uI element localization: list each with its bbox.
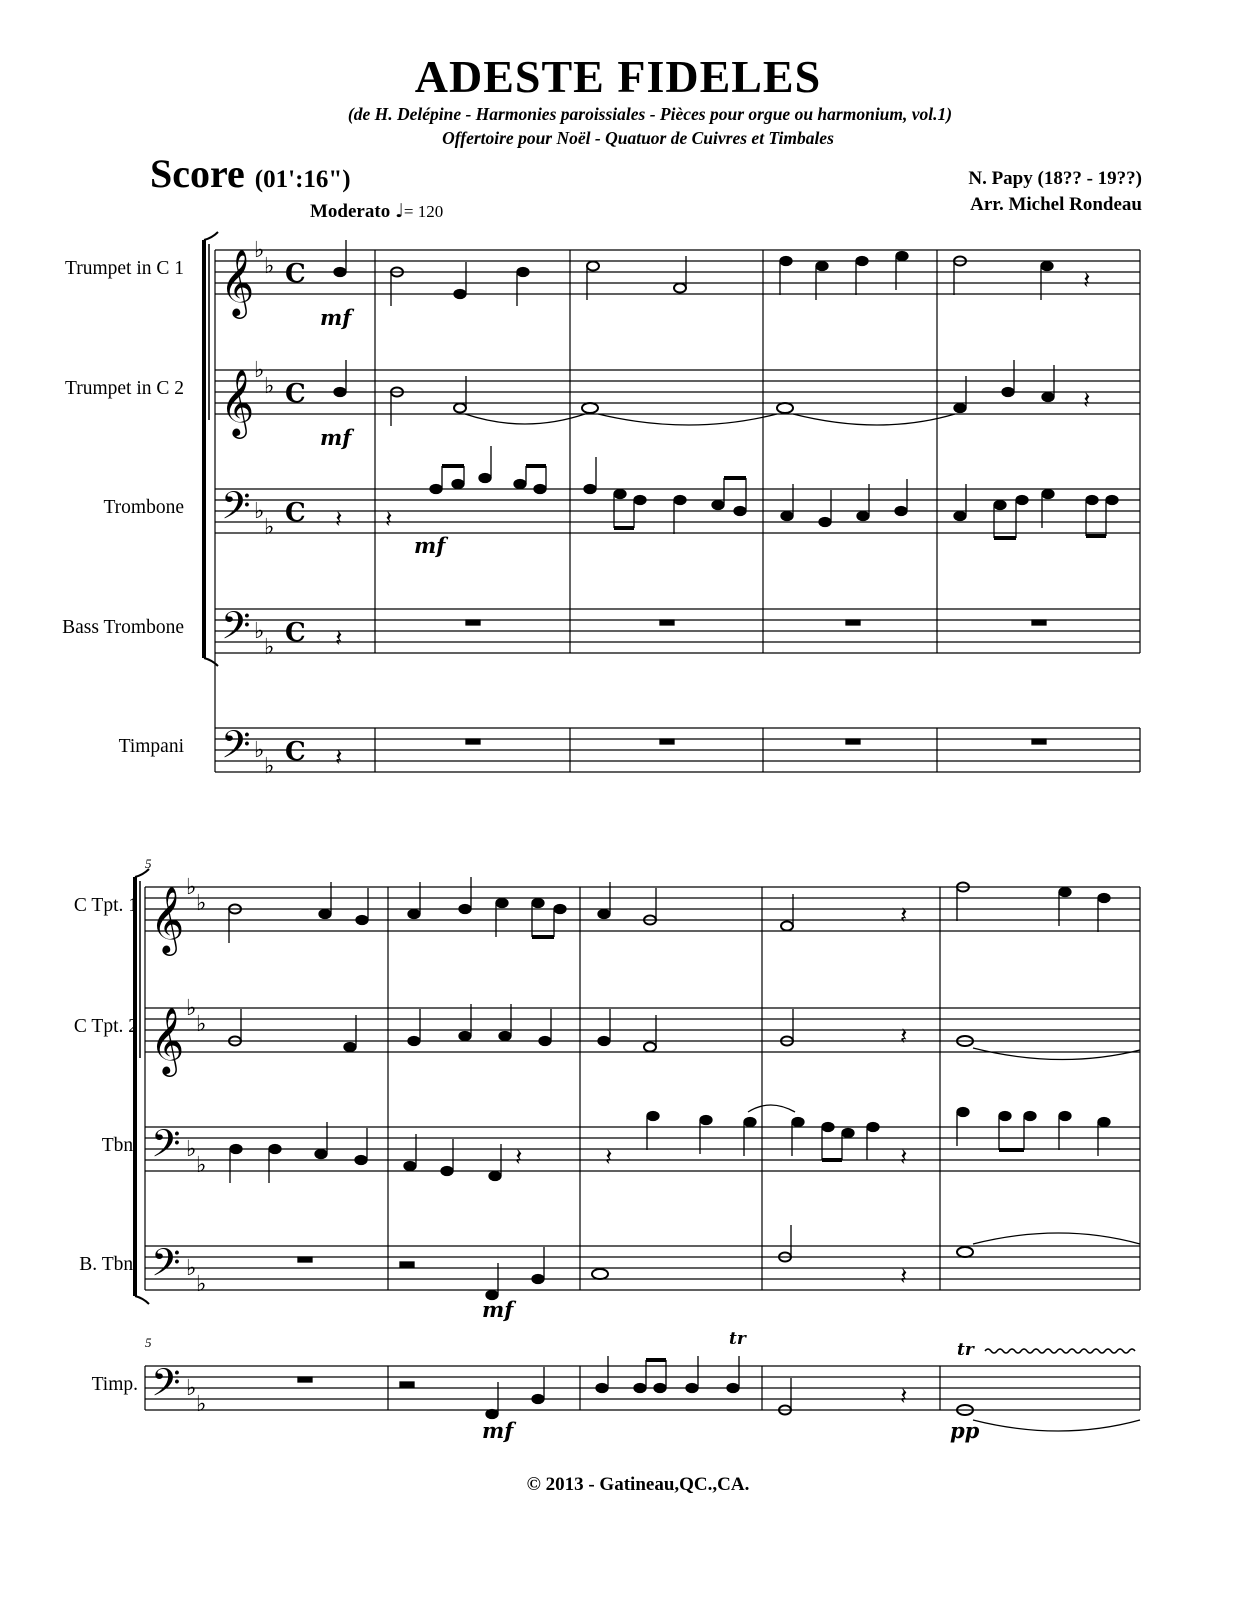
svg-text:♭: ♭: [264, 754, 275, 779]
instrument-label: Trumpet in C 2: [64, 378, 184, 399]
arranger: Arr. Michel Rondeau: [970, 194, 1142, 215]
svg-text:𝄽: 𝄽: [1083, 386, 1091, 414]
svg-text:♭: ♭: [264, 254, 275, 279]
staff-timpani: [215, 728, 1140, 772]
svg-text:♭: ♭: [196, 1153, 207, 1178]
instrument-label: Bass Trombone: [62, 617, 184, 638]
treble-clef-icon: 𝄞: [150, 885, 185, 953]
dynamic-pp: pp: [950, 1418, 980, 1443]
bass-clef-icon: 𝄢: [151, 1240, 181, 1294]
svg-text:𝄽: 𝄽: [605, 1143, 613, 1171]
staff-trumpet-2: [215, 370, 1140, 414]
svg-text:𝄽: 𝄽: [335, 624, 343, 652]
instrument-label: Trumpet in C 1: [64, 258, 184, 279]
quarter-note-icon: ♩: [394, 200, 404, 222]
bass-clef-icon: 𝄢: [221, 483, 251, 537]
quarter-rest-icon: [335, 266, 1090, 771]
measure-number: 5: [145, 856, 152, 871]
score-label: Score: [150, 151, 245, 196]
svg-text:𝄽: 𝄽: [1083, 266, 1091, 294]
svg-text:♭: ♭: [186, 1137, 197, 1162]
trill-mark: tr: [957, 1340, 974, 1360]
svg-text:♭: ♭: [254, 619, 265, 644]
svg-text:♭: ♭: [196, 1392, 207, 1417]
staff-c-tpt-1: [145, 887, 1140, 931]
measure-number: 5: [145, 1335, 152, 1350]
bass-clef-icon: 𝄢: [221, 722, 251, 776]
svg-text:𝄽: 𝄽: [385, 505, 393, 533]
tempo-bpm: = 120: [403, 202, 444, 221]
notes-system-2: [229, 877, 1140, 1431]
instrument-label: Timp.: [91, 1374, 138, 1395]
svg-text:♭: ♭: [186, 1376, 197, 1401]
svg-text:♭: ♭: [186, 875, 197, 900]
copyright-footer: © 2013 - Gatineau,QC.,CA.: [526, 1474, 750, 1495]
svg-text:𝄽: 𝄽: [515, 1143, 523, 1171]
trill-mark: tr: [729, 1329, 746, 1349]
key-signature-flats: [186, 875, 206, 1417]
treble-clef-icon: 𝄞: [220, 368, 255, 436]
staff-b-tbn: [145, 1246, 1140, 1290]
svg-text:♭: ♭: [264, 515, 275, 540]
instrument-label: Tbn.: [101, 1135, 138, 1156]
svg-text:♭: ♭: [196, 891, 207, 916]
instrument-label: Trombone: [103, 497, 184, 518]
svg-text:♭: ♭: [254, 738, 265, 763]
svg-text:♭: ♭: [264, 374, 275, 399]
staff-bass-trombone: [215, 609, 1140, 653]
dynamic-mf: mf: [482, 1418, 514, 1443]
subtitle-description: Offertoire pour Noël - Quatuor de Cuivres et Timbales: [442, 128, 834, 148]
svg-text:♭: ♭: [186, 1256, 197, 1281]
composer: N. Papy (18?? - 19??): [968, 168, 1142, 189]
svg-text:C: C: [285, 498, 306, 528]
svg-text:𝄽: 𝄽: [900, 1022, 908, 1050]
key-signature-flats: [254, 238, 274, 779]
svg-text:𝄽: 𝄽: [900, 1382, 908, 1410]
staff-trumpet-1: [215, 250, 1140, 294]
svg-text:𝄽: 𝄽: [900, 1143, 908, 1171]
common-time-icon: [285, 259, 306, 767]
dynamic-mf: mf: [320, 425, 352, 450]
instrument-label: B. Tbn.: [79, 1254, 138, 1275]
svg-text:♭: ♭: [196, 1272, 207, 1297]
svg-text:𝄽: 𝄽: [900, 1262, 908, 1290]
svg-text:♭: ♭: [254, 499, 265, 524]
svg-text:C: C: [285, 259, 306, 289]
svg-text:𝄽: 𝄽: [900, 901, 908, 929]
treble-clef-icon: 𝄞: [150, 1006, 185, 1074]
bass-clef-icon: 𝄢: [221, 603, 251, 657]
page-title: ADESTE FIDELES: [414, 51, 822, 102]
svg-text:𝄽: 𝄽: [335, 505, 343, 533]
dynamic-mf: mf: [482, 1297, 514, 1322]
notes-system-1: [334, 240, 1118, 744]
staff-tbn: [145, 1127, 1140, 1171]
dynamic-mf: mf: [414, 533, 446, 558]
svg-text:♭: ♭: [186, 996, 197, 1021]
dynamic-mf: mf: [320, 305, 352, 330]
bass-clef-icon: 𝄢: [151, 1121, 181, 1175]
svg-text:C: C: [285, 618, 306, 648]
svg-text:♭: ♭: [254, 238, 265, 263]
staff-c-tpt-2: [145, 1008, 1140, 1052]
svg-text:𝄽: 𝄽: [335, 743, 343, 771]
instrument-label: Timpani: [118, 736, 184, 757]
svg-text:C: C: [285, 737, 306, 767]
duration: (01':16"): [254, 166, 351, 193]
treble-clef-icon: 𝄞: [220, 248, 255, 316]
bass-clef-icon: 𝄢: [151, 1360, 181, 1414]
svg-text:♭: ♭: [264, 635, 275, 660]
svg-text:♭: ♭: [254, 358, 265, 383]
quarter-rest-icon: [515, 901, 907, 1410]
instrument-label: C Tpt. 1: [73, 895, 138, 916]
svg-text:♭: ♭: [196, 1012, 207, 1037]
svg-text:C: C: [285, 379, 306, 409]
tempo-text: Moderato: [310, 201, 391, 222]
instrument-label: C Tpt. 2: [73, 1016, 138, 1037]
subtitle-source: (de H. Delépine - Harmonies paroissiales - Pièces pour orgue ou harmonium, vol.1): [347, 104, 953, 124]
